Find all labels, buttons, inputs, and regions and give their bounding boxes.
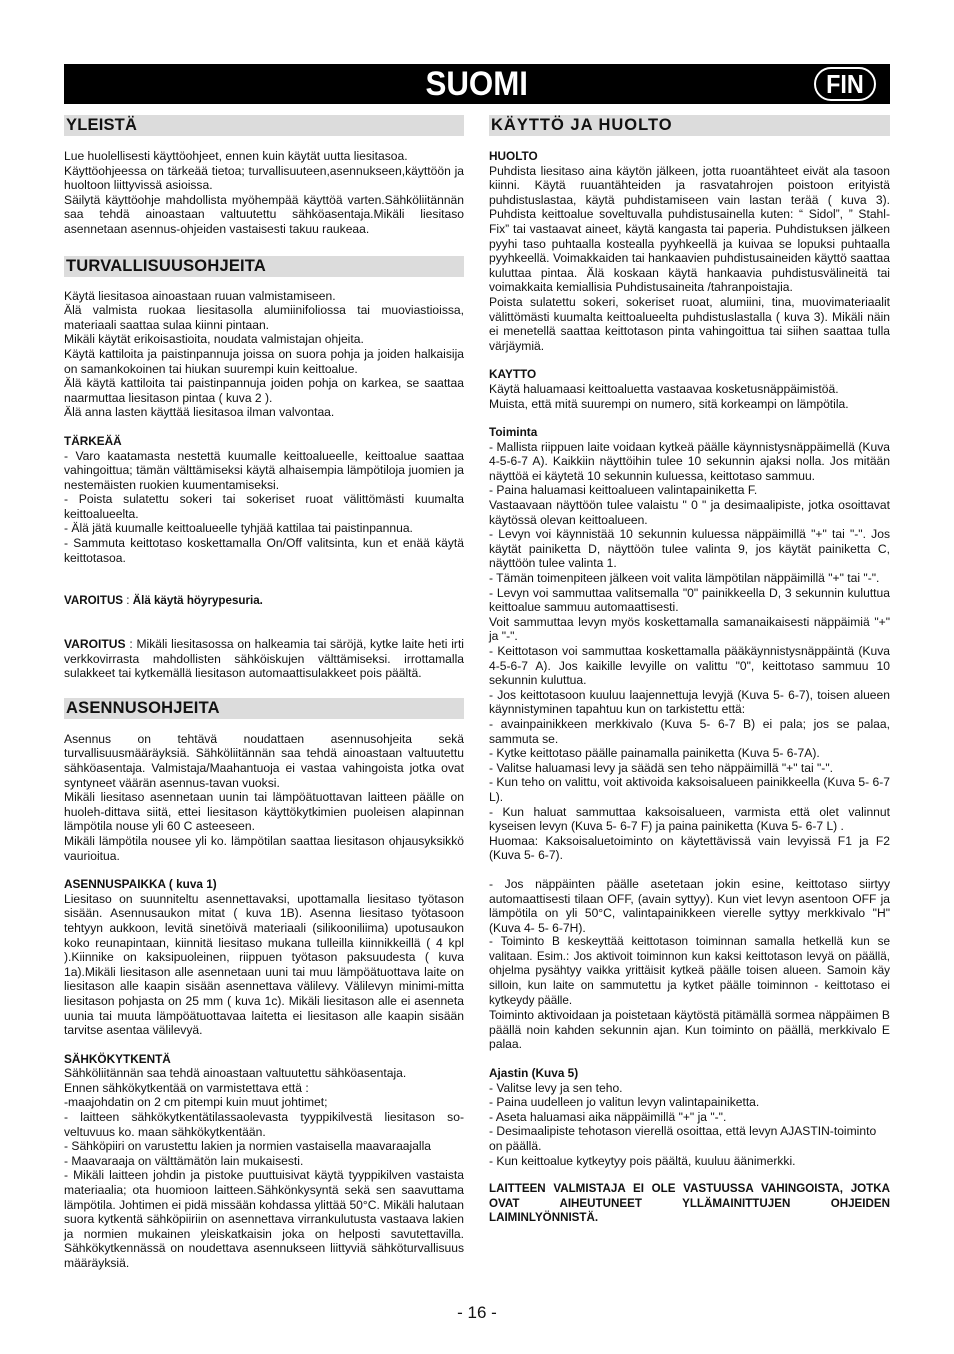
ajastin-text: - Valitse levy ja sen teho. - Paina uudelleen jo valitun levyn valintapainiketta. - Aseta haluamasi aika näppäimillä "+" ja "-". - Desimaalipiste tehotason vierellä osoittaa, että levyn AJASTIN-toiminto on päällä. - Kun keittoalue kytkeytyy pois päältä, kuuluu äänimerkki. <box>489 1080 877 1168</box>
asennus-text: Asennus on tehtävä noudattaen asennusohjeita sekä turvallisuusmääräyksiä. Sähköliitännän saa tehdä ainoastaan valtuutettu sähköasentaja. Valmistaja/Maahantuoja ei vastaa vahingoista jotka ovat syntyneet väärän asennus-tavan vuoksi. Mikäli liesitaso asennetaan uunin tai lämpöätuottavan laitteen päälle on huoleh-dittava siitä, ettei liesitason käyttökytkimien puoleisen alapinnan lämpötila nouse yli 60 C asteeseen. Mikäli lämpötila nousee yli ko. lämpötilan saattaa liesitason ohjausyksikkö vaurioitua. <box>64 731 464 863</box>
asennuspaikka-text: Liesitaso on suunniteltu asennettavaksi, upottamalla liesitaso työtason sisään. Asennusaukon mitat ( kuva 1B). Asenna liesitaso työtasoon tehtyyn aukkoon, levitä sinetöivä materiaali (silikooniliima) upotusaukon koko reunapintaan, kiinnitä liesitaso mukana tulleilla kiinnikkeillä ( 4 kpl ).Kiinnike on kaksipuoleinen, riippuen työtason paksuudesta ( kuva 1a).Mikäli liesitason alle asennetaan uuni tai muu lämpöätuottava laite on liesitason alle kaapin sisään asennettava välilevy. Välilevyn minimi-mitta liesitason pohjasta on 25 mm ( kuva 1c). Mikäli liesitason alle ei asenneta uunia tai muuta lämpöätuottavaa laitetta ei liesitason alle kaapin sisään tarvitse asentaa välilevyä. <box>64 891 464 1038</box>
section-heading-yleista <box>64 115 464 136</box>
section-heading-turvallisuus <box>64 256 464 277</box>
varoitus-steam <box>64 579 464 608</box>
right-column <box>489 115 890 1226</box>
toiminta-item: Vastaavaan näyttöön tulee valaistu " 0 " ja desimaalipiste, jotka osoittavat käytössä olevan keittoalueen. <box>489 498 890 527</box>
left-column <box>64 115 464 1271</box>
section-title: ASENNUSOHJEITA <box>66 698 220 717</box>
toiminta-item: - Levyn voi sammuttaa valitsemalla "0" painikkeella D, 3 sekunnin kuluttua keittoalue sammuu automaattisesti. <box>489 585 890 615</box>
varoitus-label: VAROITUS <box>64 593 124 607</box>
asennuspaikka-title: ASENNUSPAIKKA ( kuva 1) <box>64 877 217 892</box>
toiminta-item: - Keittotason voi sammuttaa koskettamalla pääkäynnistysnäppäintä (Kuva 4-5-6-7 A). Jos kaikille levyille on valittu "0", keittotaso sammuu 10 sekunnin kuluttua. <box>489 644 890 688</box>
toiminta-item: - Jos näppäinten päälle asetetaan jokin esine, keittotaso siirtyy automaattisesti tilaan OFF, (avain syttyy). Kun viet levyn asentoon OFF ja lämpötila on yli 50°C, valintapainikkeen vierelle syttyy merkkivalo "H" (Kuva 4- 5- 6-7H). <box>489 876 890 935</box>
huolto-text: Puhdista liesitaso aina käytön jälkeen, jotta ruoantähteet eivät ala tasoon kiinni. Käytä ruuantähteiden ja rasvatahrojen poistoon erityistä puhdistuslastaa, käytä puhdistamiseen vain lastan terää ( kuva 3). Puhdista keittoalue soveltuvalla puhdistusainella kuten: “ Sidol”, ” Stahl-Fix” tai vastaavat aineet, käytä kangasta tai paperia. Puhdistuksen jälkeen pyyhi taso puhtaalla kostealla pyyhkeellä ja kuivaa se lopuksi puhtaalla pyyhkeellä. Voimakkaiden tai hankaavien puhdistusaineiden käyttö saattaa kuluttaa pintaa. Älä koskaan käytä hankaavia puhdistusvälineitä tai voimakkaita kemiallisia Puhdistusaineita /tahranpoistajia. Poista sulatettu sokeri, sokeriset ruoat, alumiini, tina, muovimateriaalit välittömästi kuumalta keittoalueelta puhdistuslastalla ( kuva 3). Mikäli näin ei menetellä saattaa keittotason pinta vahingoittua tai siihen saattaa tulla värjäymiä. <box>489 163 890 353</box>
varoitus-steam-text: Älä käytä höyrypesuria. <box>132 593 263 607</box>
manufacturer-disclaimer: LAITTEEN VALMISTAJA EI OLE VASTUUSSA VAHINGOISTA, JOTKA OVAT AIHEUTUNEET YLLÄMAINITTUJEN OHJEIDEN LAIMINLYÖNNISTÄ. <box>489 1182 890 1225</box>
toiminta-item: - Kytke keittotaso päälle painamalla painiketta (Kuva 5- 6-7A). <box>489 746 820 761</box>
toiminta-item: - Valitse haluamasi levy ja säädä sen teho näppäimillä "+" tai "-". <box>489 760 833 775</box>
language-code-badge <box>814 67 876 101</box>
tarkeaa-text: - Varo kaatamasta nestettä kuumalle keittoalueelle, keittoalue saattaa vahingoittua; tämän välttämiseksi käytä alhaisempia lämpötiloja juomien ja nestemäisten ruokien kuumentamiseksi. - Poista sulatettu sokeri tai sokeriset ruoat välittömästi kuumalta keittoalueelta. - Älä jätä kuumalle keittoalueelle tyhjää kattilaa tai paistinpannua. - Sammuta keittotaso koskettamalla On/Off valitsinta, kun et enää käytä keittotasoa. <box>64 448 464 565</box>
toiminta-item: - Toiminto B keskeyttää keittotason toiminnan samalla hetkellä kun se valitaan. Esim.: Jos aktivoit toiminnon kun kaksi keittotason levyä on päällä, ohjelma pysähtyy vaikka yrittäisit kytkeä päälle toisen alueen. Samoin käy silloin, kun laite on sammutettu ja kytket päälle toiminnon - keittotaso ei kytkeydy päälle. <box>489 935 890 1007</box>
turvallisuus-text: Käytä liesitasoa ainoastaan ruuan valmistamiseen. Älä valmista ruokaa liesitasolla alumiinifoliossa tai muoviastioissa, materiaali saattaa sulaa kiinni pintaan. Mikäli käytät erikoisastioita, noudata valmistajan ohjeita. Käytä kattiloita ja paistinpannuja joissa on suora pohja ja joiden halkaisija on samankokoinen tai hiukan suurempi kuin keittoalue. Älä käytä kattiloita tai paistinpannuja joiden pohja on karkea, se saattaa naarmuttaa liesitason pintaa ( kuva 2 ). Älä anna lasten käyttää liesitasoa ilman valvontaa. <box>64 288 464 420</box>
sahkokytkenta-title: SÄHKÖKYTKENTÄ <box>64 1051 171 1066</box>
varoitus-label: VAROITUS <box>64 637 126 652</box>
toiminta-title: Toiminta <box>489 425 538 440</box>
sahkokytkenta-text: Sähköliitännän saa tehdä ainoastaan valtuutettu sähköasentaja. Ennen sähkökytkentää on varmistettava että : -maajohdatin on 2 cm pitempi kuin muut johtimet; - laitteen sähkökytkentätilassaolevasta tyyppikilvestä liesitason so-veltuvuus ko. maan sähkökytkentään. - Sähköpiiri on varustettu lakien ja normien vastaisella maavaraajalla - Maavaraaja on välttämätön lain mukaisesti. - Mikäli laitteen johdin ja pistoke puuttuisivat käytä tyyppikilven vastaista materiaalia; ota huomioon laitteen.Sähkönkysyntä sekä sen saavuttama lämpötila. Johtimen ei pidä missään kohdassa ylittää 50°C. Mikäli halutaan suora kytkentä sähköpiiriin on asennettava virrankulutusta vastaava lakien ja normien mukainen yleiskatkaisin joka on helposti savutettavilla. Sähkökytkennässä on noudettava asennukseen liittyviä sähköturvallisuus määräyksiä. <box>64 1066 464 1270</box>
language-title: SUOMI <box>425 64 529 103</box>
kaytto-title: KAYTTO <box>489 367 537 382</box>
varoitus-separator: : <box>123 593 133 607</box>
section-heading-kaytto-huolto <box>489 115 890 136</box>
section-title: KÄYTTÖ JA HUOLTO <box>491 116 673 134</box>
huolto-title: HUOLTO <box>489 149 538 163</box>
toiminta-item: - Kun haluat sammuttaa kaksoisalueen, varmista että olet valinnut kyseisen levyn (Kuva 5- 6-7 F) ja paina painiketta (Kuva 5- 6-7 L) . <box>489 804 890 834</box>
language-code: FIN <box>826 68 864 99</box>
kaytto-text: Käytä haluamaasi keittoaluetta vastaavaa kosketusnäppäimistöä. Muista, että mitä suurempi on numero, sitä korkeampi on lämpötila. <box>489 381 849 411</box>
toiminta-item: - Kun teho on valittu, voit aktivoida kaksoisalueen painikkeella (Kuva 5- 6-7 L). <box>489 775 890 804</box>
section-title: YLEISTÄ <box>66 116 138 134</box>
ajastin-title: Ajastin (Kuva 5) <box>489 1066 579 1081</box>
toiminta-item: - Tämän toimenpiteen jälkeen voit valita lämpötilan näppäimillä "+" tai "-". <box>489 571 880 586</box>
varoitus-cracks-text: : Mikäli liesitasossa on halkeamia tai säröjä, kytke laite heti irti verkkovirrasta mahdollisten sähköiskujen välttämiseksi. irrottamalla sulakkeet tai kytkemällä liesitason automaattisulakkeet pois päältä. <box>64 637 464 681</box>
section-heading-asennus <box>64 698 464 719</box>
page-number: - 16 - <box>457 1303 497 1322</box>
toiminta-item: Voit sammuttaa levyn myös koskettamalla samanaikaisesti näppäimiä "+" ja "-". <box>489 614 890 644</box>
toiminta-item: - Jos keittotasoon kuuluu laajennettuja levyjä (Kuva 5- 6-7), toisen alueen käynnistyminen tapahtuu kun on tarkistettu että: <box>489 687 890 717</box>
tarkeaa-title: TÄRKEÄÄ <box>64 433 122 448</box>
language-header-bar <box>64 64 890 104</box>
yleista-text: Lue huolellisesti käyttöohjeet, ennen kuin käytät uutta liesitasoa. Käyttöohjeessa on tärkeää tietoa; turvallisuuteen,asennukseen,käyttöön ja huoltoon liittyvissä asioissa. Säilytä käyttöohje mahdollista myöhempää käyttöä varten.Sähköliitännän saa tehdä ainoastaan valtuutettu sähköasentaja.Mikäli liesitaso asennetaan asennus-ohjeiden vastaisesti takuu raukeaa. <box>64 149 464 236</box>
varoitus-cracks <box>64 622 464 680</box>
toiminta-item: - avainpainikkeen merkkivalo (Kuva 5- 6-7 B) ei pala; jos se palaa, sammuta se. <box>489 716 890 746</box>
section-title: TURVALLISUUSOHJEITA <box>66 256 266 275</box>
toiminta-item: - Mallista riippuen laite voidaan kytkeä päälle käynnistysnäppäimellä (Kuva 4-5-6-7 A). Kaikkiin näyttöihin tulee 10 sekunnin ajaksi nolla. Jos mitään näyttöä ei käytetä 10 sekunnin kuluessa, keittotaso sammuu. <box>489 439 890 483</box>
toiminta-item: - Levyn voi käynnistää 10 sekunnin kuluessa näppäimillä "+" tai "-". Jos käytät painiketta D, näyttöön tulee valinta 9, jos käytät painiketta C, näyttöön tulee valinta 1. <box>489 527 890 571</box>
toiminta-item: - Paina haluamasi keittoalueen valintapainiketta F. <box>489 483 758 498</box>
toiminta-item: Huomaa: Kaksoisaluetoiminto on käytettävissä vain levyissä F1 ja F2 (Kuva 5- 6-7). <box>489 833 890 863</box>
toiminta-item: Toiminto aktivoidaan ja poistetaan käytöstä pitämällä sormea näppäimen B päällä noin kahden sekunnin ajan. Kun toiminto on päällä, merkkivalo E palaa. <box>489 1008 890 1052</box>
